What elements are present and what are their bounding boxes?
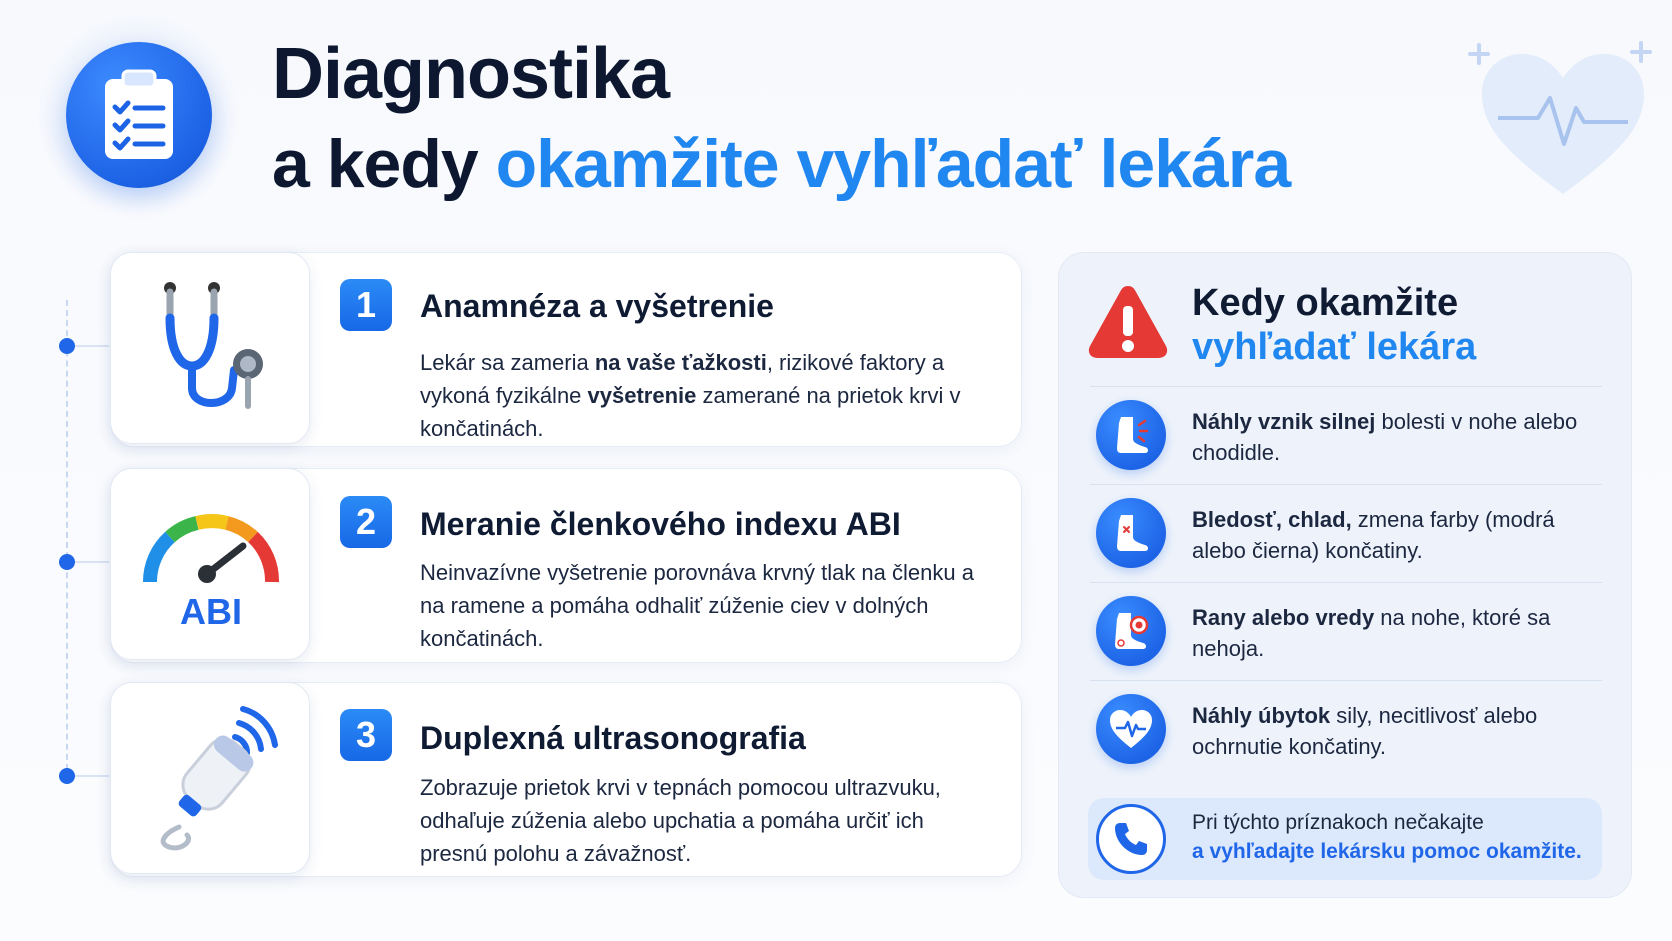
title-accent: okamžite vyhľadať lekára — [495, 126, 1291, 202]
stethoscope-icon — [140, 278, 280, 418]
symptom-icon-circle — [1096, 596, 1166, 666]
step-title: Duplexná ultrasonografia — [420, 720, 806, 756]
page-title-line1: Diagnostika — [272, 34, 670, 114]
divider — [1090, 680, 1602, 681]
symptom-text: Náhly vznik silnej bolesti v nohe alebo chodidle. — [1192, 409, 1578, 465]
step-title: Anamnéza a vyšetrenie — [420, 288, 774, 324]
logo-badge — [66, 42, 212, 188]
step-description: Neinvazívne vyšetrenie porovnáva krvný tlak na členku a na ramene a pomáha odhaliť zúženie ciev v dolných končatinách. — [420, 560, 974, 651]
heart-pulse-icon — [1468, 36, 1658, 206]
symptom-text: Bledosť, chlad, zmena farby (modrá alebo čierna) končatiny. — [1192, 507, 1555, 563]
foot-cold-icon — [1109, 511, 1153, 555]
timeline-line — [66, 300, 68, 780]
timeline-dot — [59, 338, 75, 354]
heart-pulse-icon — [1108, 708, 1154, 750]
timeline-connector — [75, 561, 109, 563]
step-icon-tile-2 — [110, 468, 310, 660]
timeline-connector — [75, 345, 109, 347]
page-title-line2 — [272, 126, 1291, 202]
foot-wound-icon — [1109, 609, 1153, 653]
step-icon-tile-3 — [110, 682, 310, 874]
cta-emphasis: a vyhľadajte lekársku pomoc okamžite. — [1192, 840, 1582, 863]
divider — [1090, 386, 1602, 387]
timeline-dot — [59, 554, 75, 570]
symptom-icon-circle — [1096, 694, 1166, 764]
divider — [1090, 582, 1602, 583]
cta-text: Pri týchto príznakoch nečakajte — [1192, 811, 1484, 834]
clipboard-checklist-icon — [99, 67, 179, 163]
title-prefix: a kedy — [272, 126, 478, 202]
timeline-dot — [59, 768, 75, 784]
step-icon-tile-1 — [110, 252, 310, 444]
phone-icon-circle — [1096, 804, 1166, 874]
step-description: Zobrazuje prietok krvi v tepnách pomocou ultrazvuku, odhaľuje zúženia alebo upchatia a pomáha určiť ich presnú polohu a závažnosť. — [420, 775, 941, 866]
ultrasound-probe-icon — [135, 703, 285, 853]
step-number-badge: 3 — [340, 709, 392, 761]
step-title: Meranie členkového indexu ABI — [420, 506, 901, 542]
panel-title-line1: Kedy okamžite — [1192, 282, 1459, 324]
abi-gauge-icon — [135, 494, 285, 634]
step-number-badge: 1 — [340, 279, 392, 331]
phone-icon — [1112, 820, 1150, 858]
step-number-badge: 2 — [340, 496, 392, 548]
symptom-text: Rany alebo vredy na nohe, ktoré sa nehoja. — [1192, 605, 1551, 661]
divider — [1090, 484, 1602, 485]
timeline-connector — [75, 775, 109, 777]
abi-label: ABI — [180, 591, 242, 632]
symptom-icon-circle — [1096, 498, 1166, 568]
symptom-text: Náhly úbytok sily, necitlivosť alebo ochrnutie končatiny. — [1192, 703, 1538, 759]
step-description: Lekár sa zameria na vaše ťažkosti, rizikové faktory a vykoná fyzikálne vyšetrenie zamerané na prietok krvi v končatinách. — [420, 350, 961, 441]
symptom-icon-circle — [1096, 400, 1166, 470]
warning-triangle-icon — [1086, 280, 1170, 364]
panel-title-line2: vyhľadať lekára — [1192, 326, 1477, 368]
foot-pain-icon — [1109, 413, 1153, 457]
